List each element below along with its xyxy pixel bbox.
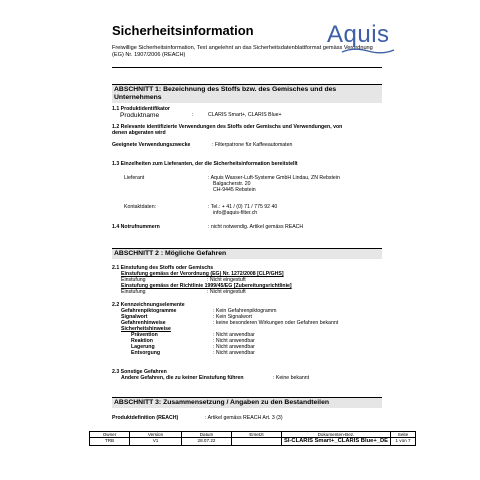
footer-version-cell: V1 <box>130 438 182 446</box>
kontakt-email: info@aquis-filter.ch <box>213 210 258 216</box>
section-1-2-heading-line2: denen abgeraten wird <box>112 130 166 136</box>
section-2-heading-band <box>112 248 382 259</box>
einstufung-dpd-heading: Einstufung gemäss der Richtlinie 1999/45/EG [Zubereitungsrichtlinie] <box>121 283 292 289</box>
sonstige-gefahren-value: : Keine bekannt <box>273 375 310 381</box>
section-2-3-heading: 2.3 Sonstige Gefahren <box>112 369 167 375</box>
footer-value-row <box>90 438 416 446</box>
sicherheitshinweis-label: Prävention <box>131 332 158 338</box>
section-1-heading-band <box>112 84 382 103</box>
kennzeichnung-label: Gefahrenpiktogramme <box>121 308 177 314</box>
footer-document-table <box>89 431 416 446</box>
section-2-2-heading: 2.2 Kennzeichnungselemente <box>112 302 185 308</box>
sicherheitshinweise-heading: Sicherheitshinweise <box>121 326 171 332</box>
sicherheitshinweis-label: Lagerung <box>131 344 155 350</box>
logo-swoosh-icon <box>340 46 396 56</box>
einstufung-clp-value: : Nicht eingestuft <box>207 277 246 283</box>
footer-header-cell: Ersetzt <box>232 432 282 438</box>
section-1-3-heading: 1.3 Einzelheiten zum Lieferanten, der die Sicherheitsinformation bereitstellt <box>112 161 298 167</box>
kennzeichnung-label: Signalwort <box>121 314 148 320</box>
footer-docname-cell: SI-CLARIS Smart+_CLARIS Blue+_DE <box>282 438 391 446</box>
kontakt-label: Kontaktdaten: <box>124 204 157 210</box>
lieferant-line3: CH-9445 Rebstein <box>213 187 256 193</box>
page-subtitle: Freiwillige Sicherheitsinformation, Text angelehnt an das Sicherheitsdatenblattformat gemäss Verordnung (EG) Nr. 1907/2006 (REACH) <box>112 45 373 58</box>
einstufung-clp-label: Einstufung <box>121 277 146 283</box>
section-1-heading-line2: Unternehmens <box>114 94 162 101</box>
sicherheitshinweis-value: : Nicht anwendbar <box>213 350 255 356</box>
section-1-heading-line1: ABSCHNITT 1: Bezeichnung des Stoffs bzw. des Gemisches und des <box>114 86 337 93</box>
einstufung-dpd-label: Einstufung <box>121 289 146 295</box>
lieferant-line2: Balgacherstr. 20 <box>213 181 251 187</box>
einstufung-dpd-value: : Nicht eingestuft <box>207 289 246 295</box>
footer-owner-cell: TRB <box>90 438 130 446</box>
section-3-heading-band <box>112 397 382 408</box>
kontakt-line1: : Tel.: + 41 / (0) 71 / 775 92 40 <box>208 204 278 210</box>
kennzeichnung-label: Gefahrenhinweise <box>121 320 166 326</box>
sonstige-gefahren-label: Andere Gefahren, die zu keiner Einstufung führen <box>121 375 244 381</box>
footer-date-cell: 28.07.22 <box>182 438 232 446</box>
kennzeichnung-value: : keine besonderen Wirkungen oder Gefahren bekannt <box>213 320 339 326</box>
produktname-value: CLARIS Smart+, CLARIS Blue+ <box>208 112 282 118</box>
verwendung-label: Geeignete Verwendungszwecke <box>112 142 191 148</box>
kennzeichnung-value: : Kein Gefahrenpiktogramm <box>213 308 277 314</box>
footer-header-cell: Owner <box>90 432 130 438</box>
einstufung-clp-heading: Einstufung gemäss der Verordnung (EG) Nr. 1272/2008 [CLP/GHS] <box>121 271 284 277</box>
sicherheitshinweis-value: : Nicht anwendbar <box>213 338 255 344</box>
verwendung-value: : Filterpatrone für Kaffeeautomaten <box>212 142 293 148</box>
section-3-heading: ABSCHNITT 3: Zusammensetzung / Angaben zu den Bestandteilen <box>114 399 330 406</box>
sicherheitshinweis-label: Reaktion <box>131 338 153 344</box>
section-1-1-heading: 1.1 Produktidentifikator <box>112 106 170 112</box>
produktname-colon: : <box>192 112 194 118</box>
aquis-logo: Aquis <box>327 21 390 48</box>
section-1-4-value: : nicht notwendig. Artikel gemäss REACH <box>208 224 304 230</box>
header-rule <box>112 67 382 68</box>
section-2-1-heading: 2.1 Einstufung des Stoffs oder Gemischs <box>112 265 214 271</box>
footer-replaced-cell <box>232 438 282 446</box>
footer-header-cell: Version <box>130 432 182 438</box>
footer-page-cell: 1 von 7 <box>391 438 416 446</box>
footer-header-cell: Dokumenten-Bez. <box>282 432 391 438</box>
section-2-heading: ABSCHNITT 2 : Mögliche Gefahren <box>114 250 227 257</box>
section-1-4-label: 1.4 Notrufnummern <box>112 224 160 230</box>
sicherheitshinweis-value: : Nicht anwendbar <box>213 344 255 350</box>
footer-header-cell: Seite <box>391 432 416 438</box>
footer-header-cell: Datum <box>182 432 232 438</box>
kennzeichnung-value: : Kein Signalwort <box>213 314 252 320</box>
produktdefinition-value: : Artikel gemäss REACH Art. 3 (3) <box>205 415 283 421</box>
sicherheitshinweis-value: : Nicht anwendbar <box>213 332 255 338</box>
lieferant-label: Lieferant <box>124 175 145 181</box>
section-1-2-heading-line1: 1.2 Relevante identifizierte Verwendungen des Stoffs oder Gemischs und Verwendungen, von <box>112 124 343 130</box>
page-title: Sicherheitsinformation <box>112 23 254 38</box>
sicherheitshinweis-label: Entsorgung <box>131 350 161 356</box>
produktname-label: Produktname <box>120 112 160 119</box>
lieferant-line1: : Aquis Wasser-Luft-Systeme GmbH Lindau, ZN Rebstein <box>208 175 340 181</box>
produktdefinition-label: Produktdefinition (REACH) <box>112 415 179 421</box>
